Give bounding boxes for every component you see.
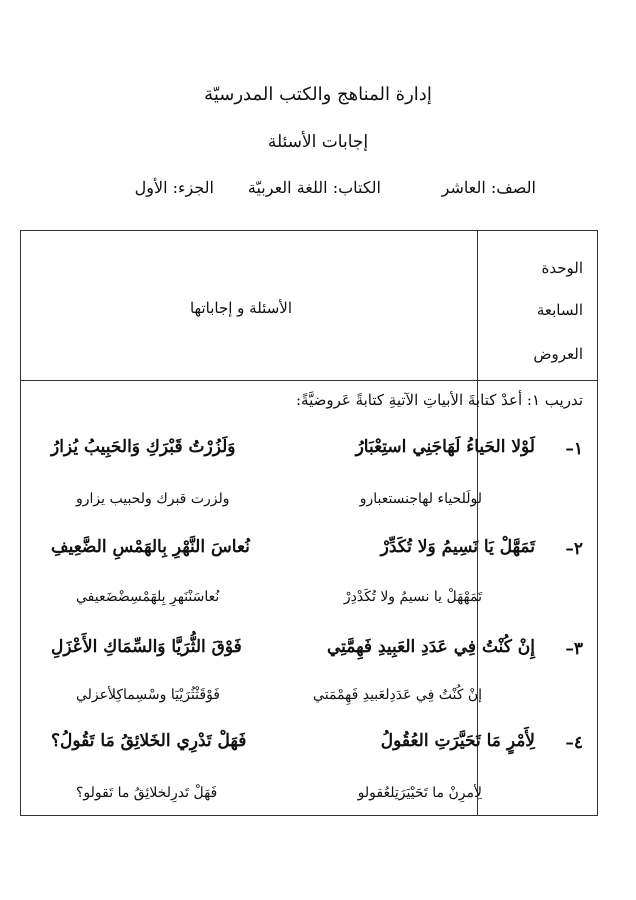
verse-number: ٣– [565,639,583,659]
class-label: الصف: العاشر [441,178,536,197]
answer-first-hemistich: لِأمرِنْ ما تَحَيْيَرَتِلعُقولو [357,785,482,801]
verse-second-hemistich: نُعاسَ النَّهْرِ بِالهَمْسِ الضَّعِيفِ [51,537,250,557]
verse-second-hemistich: وَلَزُرْتُ قَبْرَكِ وَالحَبِيبُ يُزارُ [51,437,236,457]
exercise-title: تدريب ١: أعدْ كتابةَ الأبياتِ الآتيةِ كتابةً عَروضيَّةً: [295,391,583,409]
part-label: الجزء: الأول [134,178,214,197]
answer-second-hemistich: ولزرت قبرك ولحبيب يزارو [76,491,230,507]
unit-label: الوحدة [541,259,583,277]
department-title: إدارة المناهج والكتب المدرسيّة [204,84,432,105]
verse-number: ١– [565,439,583,459]
table-row-divider [21,380,597,381]
answer-second-hemistich: نُعاسَنْنَهرِ بِلهَمْسِضْضَعيفي [76,589,220,605]
unit-topic: العروض [533,345,583,363]
verse-first-hemistich: تَمَهَّلْ يَا نَسِيمُ وَلا تُكَدِّرْ [380,537,535,557]
table-column-divider [477,231,478,815]
verse-first-hemistich: إِنْ كُنْتُ فِي عَدَدِ العَبِيدِ فَهِمَّتِي [326,637,535,657]
verse-number: ٤– [565,733,583,753]
answer-first-hemistich: لولَلحياء لهاجنستعبارو [359,491,482,507]
answers-table [20,230,598,816]
page-title: إجابات الأسئلة [267,132,369,152]
content-title: الأسئلة و إجاباتها [189,299,293,317]
verse-first-hemistich: لَوْلا الحَياءُ لَهَاجَنِي استِعْبَارُ [355,437,535,457]
unit-number: السابعة [536,301,583,319]
verse-first-hemistich: لِأَمْرٍ مَا تَحَيَّرَتِ العُقُولُ [380,731,535,751]
verse-second-hemistich: فَوْقَ الثُّرَيَّا وَالسِّمَاكِ الأَعْزَلِ [51,637,242,657]
answer-second-hemistich: فَوْقَثْثُرَيْيَا وسْسِماكِلأعزلي [76,687,220,703]
book-label: الكتاب: اللغة العربيّة [247,178,381,197]
answer-second-hemistich: فَهَلْ تَدرِلخلائِقُ ما تَقولو؟ [76,785,218,801]
answer-first-hemistich: تَمَهْهَلْ يا نسيمُ ولا تُكَدْدِرْ [343,589,482,605]
answer-first-hemistich: إنْ كُنْتُ فِي عَدَدِلعَبيدِ فَهِمْمَتي [313,687,482,703]
verse-number: ٢– [565,539,583,559]
verse-second-hemistich: فَهَلْ تَدْرِي الخَلائِقُ مَا تَقُولُ؟ [51,731,247,751]
